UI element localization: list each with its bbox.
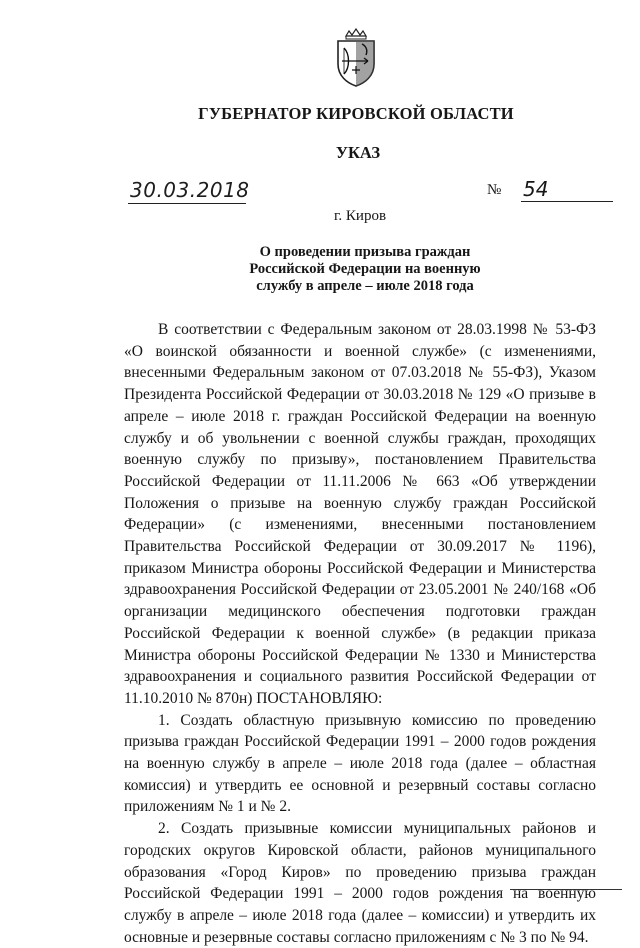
date-underline [128, 203, 246, 204]
decree-number-field [487, 177, 613, 204]
issuing-authority: ГУБЕРНАТОР КИРОВСКОЙ ОБЛАСТИ [198, 104, 514, 123]
clause-2-paragraph: 2. Создать призывные комиссии муниципальных районов и городских округов Кировской области, районов муниципального образования «Город Киров» по проведению призыва граждан Российской Федерации 1991 – 2000 годов рождения на военную службу в апреле – июле 2018 года (далее – комиссии) и утвердить их основные и резервные составы согласно приложениям с № 3 по № 94. [124, 820, 596, 946]
subject-line: службу в апреле – июле 2018 года [256, 278, 474, 294]
number-sign: № [487, 182, 502, 198]
number-underline [521, 201, 613, 202]
clause-1-paragraph: 1. Создать областную призывную комиссию по проведению призыва граждан Российской Федерации 1991 – 2000 годов рождения на военную службу в апреле – июле 2018 года (далее – областная комиссия) и утвердить ее основной и резервный составы согласно приложениям № 1 и № 2. [124, 711, 596, 816]
decree-date-field [128, 178, 250, 204]
document-type: УКАЗ [335, 143, 381, 162]
subject-line: О проведении призыва граждан [259, 244, 471, 260]
preamble-paragraph: В соответствии с Федеральным законом от 28.03.1998 № 53-ФЗ «О воинской обязанности и военной службе» (с изменениями, внесенными Федеральным законом от 07.03.2018 № 55-ФЗ), Указом Президента Российской Федерации от 30.03.2018 № 129 «О призыве в апреле – июле 2018 г. граждан Российской Федерации на военную службу и об увольнении с военной службы граждан, проходящих военную службу по призыву», постановлением Правительства Российской Федерации от 11.11.2006 № 663 «Об утверждении Положения о призыве на военную службу граждан Российской Федерации» (с изменениями, внесенными постановлением Правительства Российской Федерации от 30.09.2017 № 1196), приказом Министра обороны Российской Федерации и Министерства здравоохранения Российской Федерации от 23.05.2001 № 240/168 «Об организации медицинского обеспечения подготовки граждан Российской Федерации к военной службе» (в редакции приказа Министра обороны Российской Федерации № 1330 и Министерства здравоохранения и социального развития Российской Федерации от 11.10.2010 № 870н) ПОСТАНОВЛЯЮ: [124, 321, 596, 707]
footer-rule [510, 889, 622, 890]
decree-body [124, 319, 596, 948]
place-of-issue: г. Киров [333, 208, 387, 224]
kirov-coat-of-arms-icon [332, 28, 380, 88]
decree-number: 54 [523, 177, 549, 201]
subject-line: Российской Федерации на военную [249, 261, 481, 277]
decree-subject [230, 244, 500, 295]
decree-date: 30.03.2018 [130, 178, 250, 202]
